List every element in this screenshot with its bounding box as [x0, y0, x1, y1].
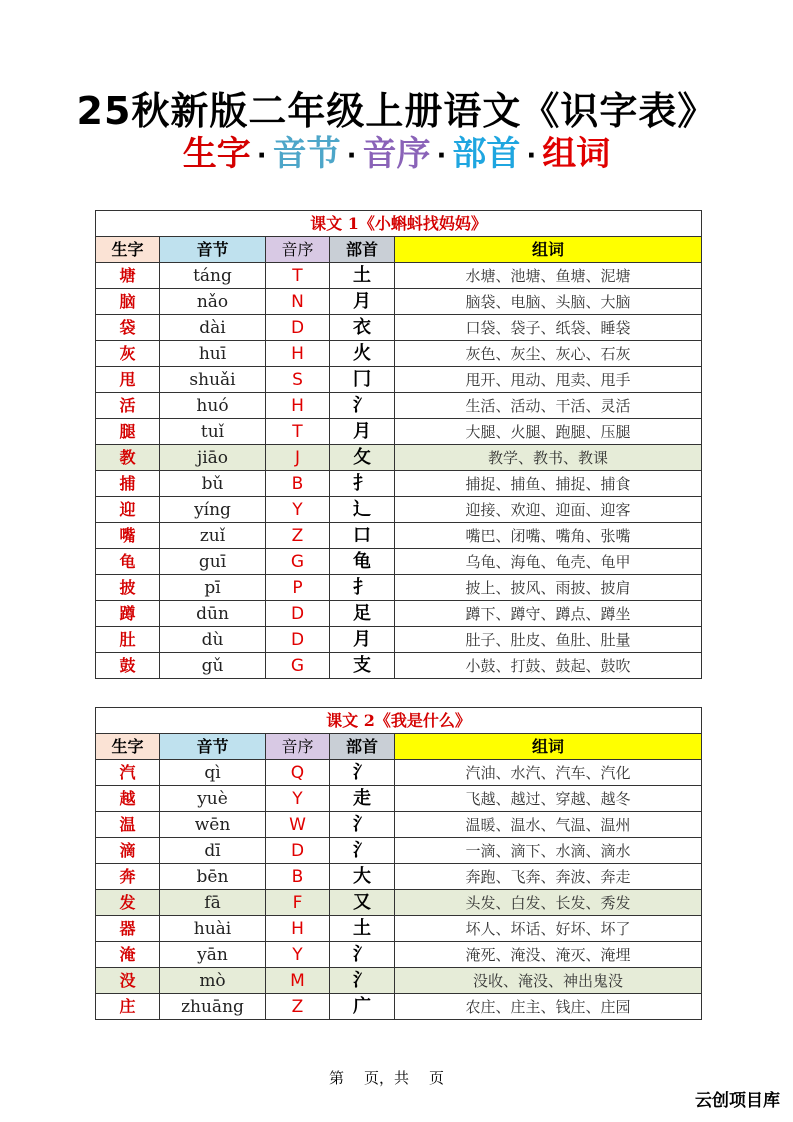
cell-char: 越: [96, 786, 160, 812]
table-row: [96, 916, 702, 942]
table-row: [96, 838, 702, 864]
cell-char: 袋: [96, 315, 160, 341]
cell-words: 教学、教书、教课: [395, 445, 702, 471]
cell-words: 生活、活动、干活、灵活: [395, 393, 702, 419]
cell-radical: 攵: [330, 445, 395, 471]
footer-page-label: 第: [329, 1069, 345, 1087]
cell-radical: 扌: [330, 471, 395, 497]
subtitle-separator: ·: [526, 140, 537, 171]
cell-char: 庄: [96, 994, 160, 1020]
cell-order: Q: [266, 760, 330, 786]
cell-order: F: [266, 890, 330, 916]
cell-char: 捕: [96, 471, 160, 497]
table-row: [96, 471, 702, 497]
lesson-title: 课文 2《我是什么》: [96, 708, 702, 734]
cell-order: H: [266, 393, 330, 419]
cell-radical: 扌: [330, 575, 395, 601]
table-row: [96, 890, 702, 916]
cell-order: T: [266, 419, 330, 445]
cell-radical: 月: [330, 289, 395, 315]
table-row: [96, 523, 702, 549]
cell-words: 汽油、水汽、汽车、汽化: [395, 760, 702, 786]
table-row: [96, 864, 702, 890]
cell-words: 飞越、越过、穿越、越冬: [395, 786, 702, 812]
table-row: [96, 575, 702, 601]
table-row: [96, 263, 702, 289]
cell-radical: 冂: [330, 367, 395, 393]
header-radical: 部首: [330, 237, 395, 263]
cell-pinyin: yíng: [160, 497, 266, 523]
cell-words: 小鼓、打鼓、鼓起、鼓吹: [395, 653, 702, 679]
cell-pinyin: bǔ: [160, 471, 266, 497]
cell-char: 腿: [96, 419, 160, 445]
cell-pinyin: dài: [160, 315, 266, 341]
cell-pinyin: zhuāng: [160, 994, 266, 1020]
cell-pinyin: dù: [160, 627, 266, 653]
table-row: [96, 289, 702, 315]
cell-words: 脑袋、电脑、头脑、大脑: [395, 289, 702, 315]
cell-char: 奔: [96, 864, 160, 890]
cell-pinyin: huī: [160, 341, 266, 367]
cell-char: 龟: [96, 549, 160, 575]
cell-pinyin: huài: [160, 916, 266, 942]
cell-words: 坏人、坏话、好坏、坏了: [395, 916, 702, 942]
cell-order: G: [266, 549, 330, 575]
table-row: [96, 315, 702, 341]
cell-words: 披上、披风、雨披、披肩: [395, 575, 702, 601]
cell-pinyin: fā: [160, 890, 266, 916]
cell-char: 灰: [96, 341, 160, 367]
cell-order: D: [266, 627, 330, 653]
header-words: 组词: [395, 734, 702, 760]
table-row: [96, 549, 702, 575]
subtitle-part: 组词: [542, 134, 611, 174]
cell-char: 脑: [96, 289, 160, 315]
cell-order: P: [266, 575, 330, 601]
cell-order: J: [266, 445, 330, 471]
cell-char: 肚: [96, 627, 160, 653]
cell-words: 没收、淹没、神出鬼没: [395, 968, 702, 994]
cell-order: W: [266, 812, 330, 838]
cell-words: 甩开、甩动、甩卖、甩手: [395, 367, 702, 393]
header-pinyin: 音节: [160, 734, 266, 760]
cell-words: 肚子、肚皮、鱼肚、肚量: [395, 627, 702, 653]
cell-radical: 大: [330, 864, 395, 890]
cell-words: 奔跑、飞奔、奔波、奔走: [395, 864, 702, 890]
cell-radical: 氵: [330, 838, 395, 864]
page-title: 25秋新版二年级上册语文《识字表》: [76, 89, 717, 133]
header-words: 组词: [395, 237, 702, 263]
cell-radical: 氵: [330, 760, 395, 786]
header-order: 音序: [266, 237, 330, 263]
cell-radical: 月: [330, 627, 395, 653]
subtitle-part: 音节: [272, 134, 341, 174]
cell-radical: 土: [330, 263, 395, 289]
cell-pinyin: huó: [160, 393, 266, 419]
cell-pinyin: táng: [160, 263, 266, 289]
cell-order: N: [266, 289, 330, 315]
cell-pinyin: dūn: [160, 601, 266, 627]
cell-words: 水塘、池塘、鱼塘、泥塘: [395, 263, 702, 289]
subtitle-separator: ·: [346, 140, 357, 171]
cell-order: Y: [266, 497, 330, 523]
cell-order: T: [266, 263, 330, 289]
cell-radical: 辶: [330, 497, 395, 523]
table-row: [96, 968, 702, 994]
cell-char: 蹲: [96, 601, 160, 627]
cell-words: 灰色、灰尘、灰心、石灰: [395, 341, 702, 367]
subtitle-separator: ·: [256, 140, 267, 171]
cell-words: 嘴巴、闭嘴、嘴角、张嘴: [395, 523, 702, 549]
table-row: [96, 627, 702, 653]
cell-char: 甩: [96, 367, 160, 393]
cell-char: 教: [96, 445, 160, 471]
table-row: [96, 786, 702, 812]
cell-radical: 氵: [330, 942, 395, 968]
cell-pinyin: wēn: [160, 812, 266, 838]
cell-radical: 衣: [330, 315, 395, 341]
table-row: [96, 653, 702, 679]
cell-char: 塘: [96, 263, 160, 289]
cell-radical: 氵: [330, 812, 395, 838]
table-row: [96, 812, 702, 838]
header-radical: 部首: [330, 734, 395, 760]
cell-char: 汽: [96, 760, 160, 786]
header-char: 生字: [96, 237, 160, 263]
cell-pinyin: yuè: [160, 786, 266, 812]
cell-order: S: [266, 367, 330, 393]
cell-order: Y: [266, 942, 330, 968]
cell-words: 迎接、欢迎、迎面、迎客: [395, 497, 702, 523]
brand-watermark: 云创项目库: [695, 1091, 780, 1111]
cell-radical: 又: [330, 890, 395, 916]
cell-radical: 氵: [330, 393, 395, 419]
footer-page-end: 页: [429, 1069, 445, 1087]
cell-order: B: [266, 471, 330, 497]
lesson-table-2: [95, 707, 702, 1020]
cell-order: H: [266, 916, 330, 942]
table-row: [96, 341, 702, 367]
lesson-table-1: [95, 210, 702, 679]
cell-char: 发: [96, 890, 160, 916]
cell-char: 披: [96, 575, 160, 601]
cell-pinyin: nǎo: [160, 289, 266, 315]
cell-pinyin: zuǐ: [160, 523, 266, 549]
cell-radical: 火: [330, 341, 395, 367]
table-row: [96, 760, 702, 786]
footer-page-sep: 页，共: [364, 1069, 410, 1087]
cell-char: 鼓: [96, 653, 160, 679]
cell-pinyin: guī: [160, 549, 266, 575]
header-order: 音序: [266, 734, 330, 760]
cell-radical: 足: [330, 601, 395, 627]
cell-char: 活: [96, 393, 160, 419]
lesson-title: 课文 1《小蝌蚪找妈妈》: [96, 211, 702, 237]
cell-radical: 龟: [330, 549, 395, 575]
cell-radical: 月: [330, 419, 395, 445]
cell-words: 淹死、淹没、淹灭、淹埋: [395, 942, 702, 968]
cell-order: Z: [266, 523, 330, 549]
table-row: [96, 393, 702, 419]
subtitle-part: 部首: [452, 134, 521, 174]
cell-words: 捕捉、捕鱼、捕捉、捕食: [395, 471, 702, 497]
subtitle-part: 生字: [182, 134, 251, 174]
cell-pinyin: shuǎi: [160, 367, 266, 393]
table-row: [96, 419, 702, 445]
cell-pinyin: yān: [160, 942, 266, 968]
cell-words: 农庄、庄主、钱庄、庄园: [395, 994, 702, 1020]
cell-words: 口袋、袋子、纸袋、睡袋: [395, 315, 702, 341]
cell-radical: 广: [330, 994, 395, 1020]
table-row: [96, 367, 702, 393]
cell-order: H: [266, 341, 330, 367]
cell-words: 乌龟、海龟、龟壳、龟甲: [395, 549, 702, 575]
cell-radical: 走: [330, 786, 395, 812]
cell-radical: 土: [330, 916, 395, 942]
cell-pinyin: dī: [160, 838, 266, 864]
cell-char: 器: [96, 916, 160, 942]
page-subtitle: [0, 126, 793, 175]
cell-words: 头发、白发、长发、秀发: [395, 890, 702, 916]
cell-pinyin: tuǐ: [160, 419, 266, 445]
cell-order: Y: [266, 786, 330, 812]
table-row: [96, 601, 702, 627]
cell-pinyin: pī: [160, 575, 266, 601]
cell-words: 温暖、温水、气温、温州: [395, 812, 702, 838]
subtitle-part: 音序: [362, 134, 431, 174]
header-pinyin: 音节: [160, 237, 266, 263]
cell-words: 蹲下、蹲守、蹲点、蹲坐: [395, 601, 702, 627]
header-char: 生字: [96, 734, 160, 760]
cell-pinyin: gǔ: [160, 653, 266, 679]
table-row: [96, 994, 702, 1020]
cell-words: 一滴、滴下、水滴、滴水: [395, 838, 702, 864]
table-row: [96, 942, 702, 968]
cell-char: 嘴: [96, 523, 160, 549]
cell-pinyin: bēn: [160, 864, 266, 890]
table-row: [96, 497, 702, 523]
page-footer: [329, 1067, 444, 1088]
cell-order: G: [266, 653, 330, 679]
cell-char: 迎: [96, 497, 160, 523]
subtitle-separator: ·: [436, 140, 447, 171]
cell-order: M: [266, 968, 330, 994]
cell-pinyin: qì: [160, 760, 266, 786]
cell-order: D: [266, 601, 330, 627]
cell-pinyin: mò: [160, 968, 266, 994]
table-row: [96, 445, 702, 471]
cell-radical: 氵: [330, 968, 395, 994]
cell-order: B: [266, 864, 330, 890]
cell-char: 温: [96, 812, 160, 838]
cell-pinyin: jiāo: [160, 445, 266, 471]
cell-order: Z: [266, 994, 330, 1020]
cell-order: D: [266, 838, 330, 864]
cell-order: D: [266, 315, 330, 341]
cell-char: 淹: [96, 942, 160, 968]
cell-radical: 口: [330, 523, 395, 549]
cell-radical: 支: [330, 653, 395, 679]
cell-char: 没: [96, 968, 160, 994]
cell-words: 大腿、火腿、跑腿、压腿: [395, 419, 702, 445]
cell-char: 滴: [96, 838, 160, 864]
